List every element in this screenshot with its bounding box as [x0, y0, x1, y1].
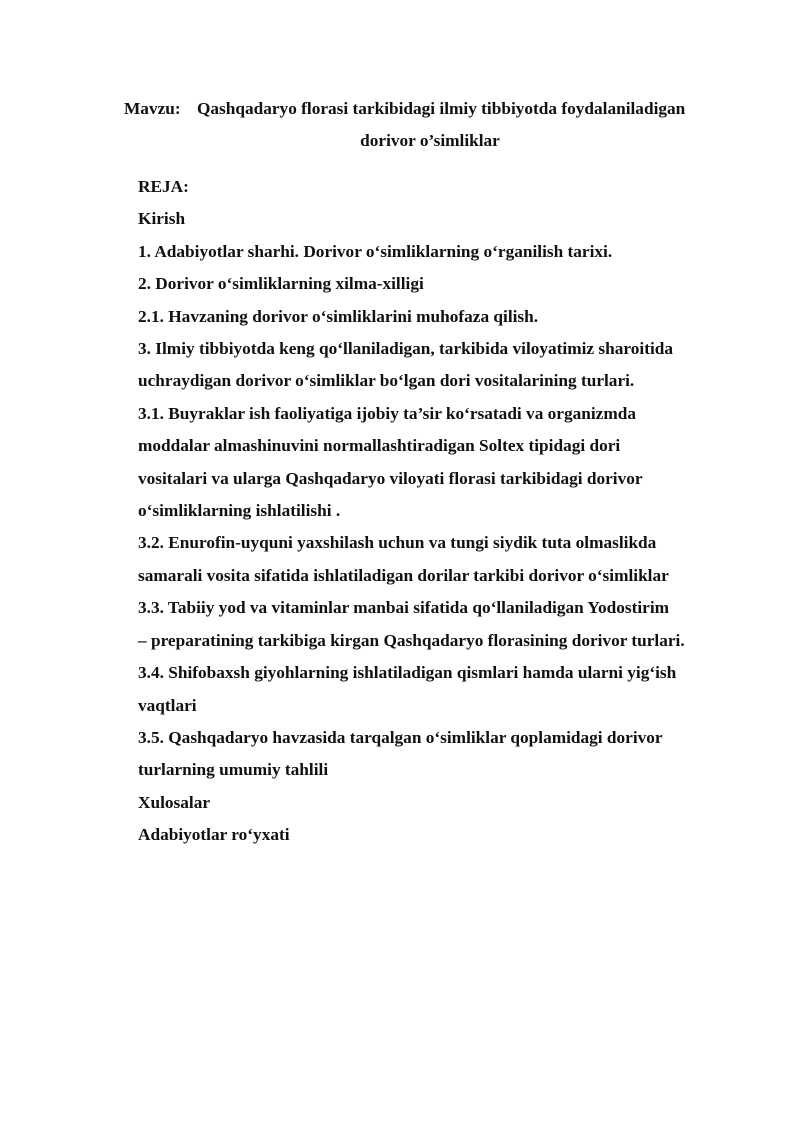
plan-line: Xulosalar	[138, 792, 211, 812]
plan-line: Kirish	[138, 209, 186, 229]
plan-list	[138, 171, 748, 852]
plan-line: 3.3. Tabiiy yod va vitaminlar manbai sifatida qo‘llaniladigan Yodostirim	[138, 598, 670, 618]
plan-line: moddalar almashinuvini normallashtiradigan Soltex tipidagi dori	[138, 436, 621, 456]
plan-line: 2.1. Havzaning dorivor o‘simliklarini muhofaza qilish.	[138, 306, 539, 326]
plan-line: – preparatining tarkibiga kirgan Qashqadaryo florasining dorivor turlari.	[138, 630, 685, 650]
plan-line: 3. Ilmiy tibbiyotda keng qo‘llaniladigan, tarkibida viloyatimiz sharoitida	[138, 339, 674, 359]
plan-line: 3.2. Enurofin-uyquni yaxshilash uchun va tungi siydik tuta olmaslikda	[138, 533, 657, 553]
plan-line: turlarning umumiy tahlili	[138, 760, 329, 780]
plan-heading: REJA:	[138, 177, 189, 196]
plan-line: o‘simliklarning ishlatilishi .	[138, 501, 341, 521]
topic-label: Mavzu:	[124, 99, 181, 118]
plan-line: 3.1. Buyraklar ish faoliyatiga ijobiy ta’sir ko‘rsatadi va organizmda	[138, 403, 636, 423]
topic-title	[110, 93, 750, 157]
topic-title-line-2: dorivor o’simliklar	[360, 131, 500, 150]
plan-line: 3.5. Qashqadaryo havzasida tarqalgan o‘simliklar qoplamidagi dorivor	[138, 727, 663, 747]
plan-line: 1. Adabiyotlar sharhi. Dorivor o‘simliklarning o‘rganilish tarixi.	[138, 241, 613, 261]
plan-line: 3.4. Shifobaxsh giyohlarning ishlatiladigan qismlari hamda ularni yig‘ish	[138, 663, 677, 683]
topic-text-line-1: Qashqadaryo florasi tarkibidagi ilmiy tibbiyotda foydalaniladigan	[196, 99, 686, 118]
plan-line: vositalari va ularga Qashqadaryo viloyati florasi tarkibidagi dorivor	[138, 468, 643, 488]
plan-line: vaqtlari	[138, 695, 197, 715]
plan-line: samarali vosita sifatida ishlatiladigan dorilar tarkibi dorivor o‘simliklar	[138, 565, 669, 585]
plan-line: uchraydigan dorivor o‘simliklar bo‘lgan dori vositalarining turlari.	[138, 371, 635, 391]
plan-line: 2. Dorivor o‘simliklarning xilma-xilligi	[138, 274, 424, 294]
topic-title-line-1	[124, 93, 750, 125]
plan-line: Adabiyotlar ro‘yxati	[138, 825, 290, 845]
